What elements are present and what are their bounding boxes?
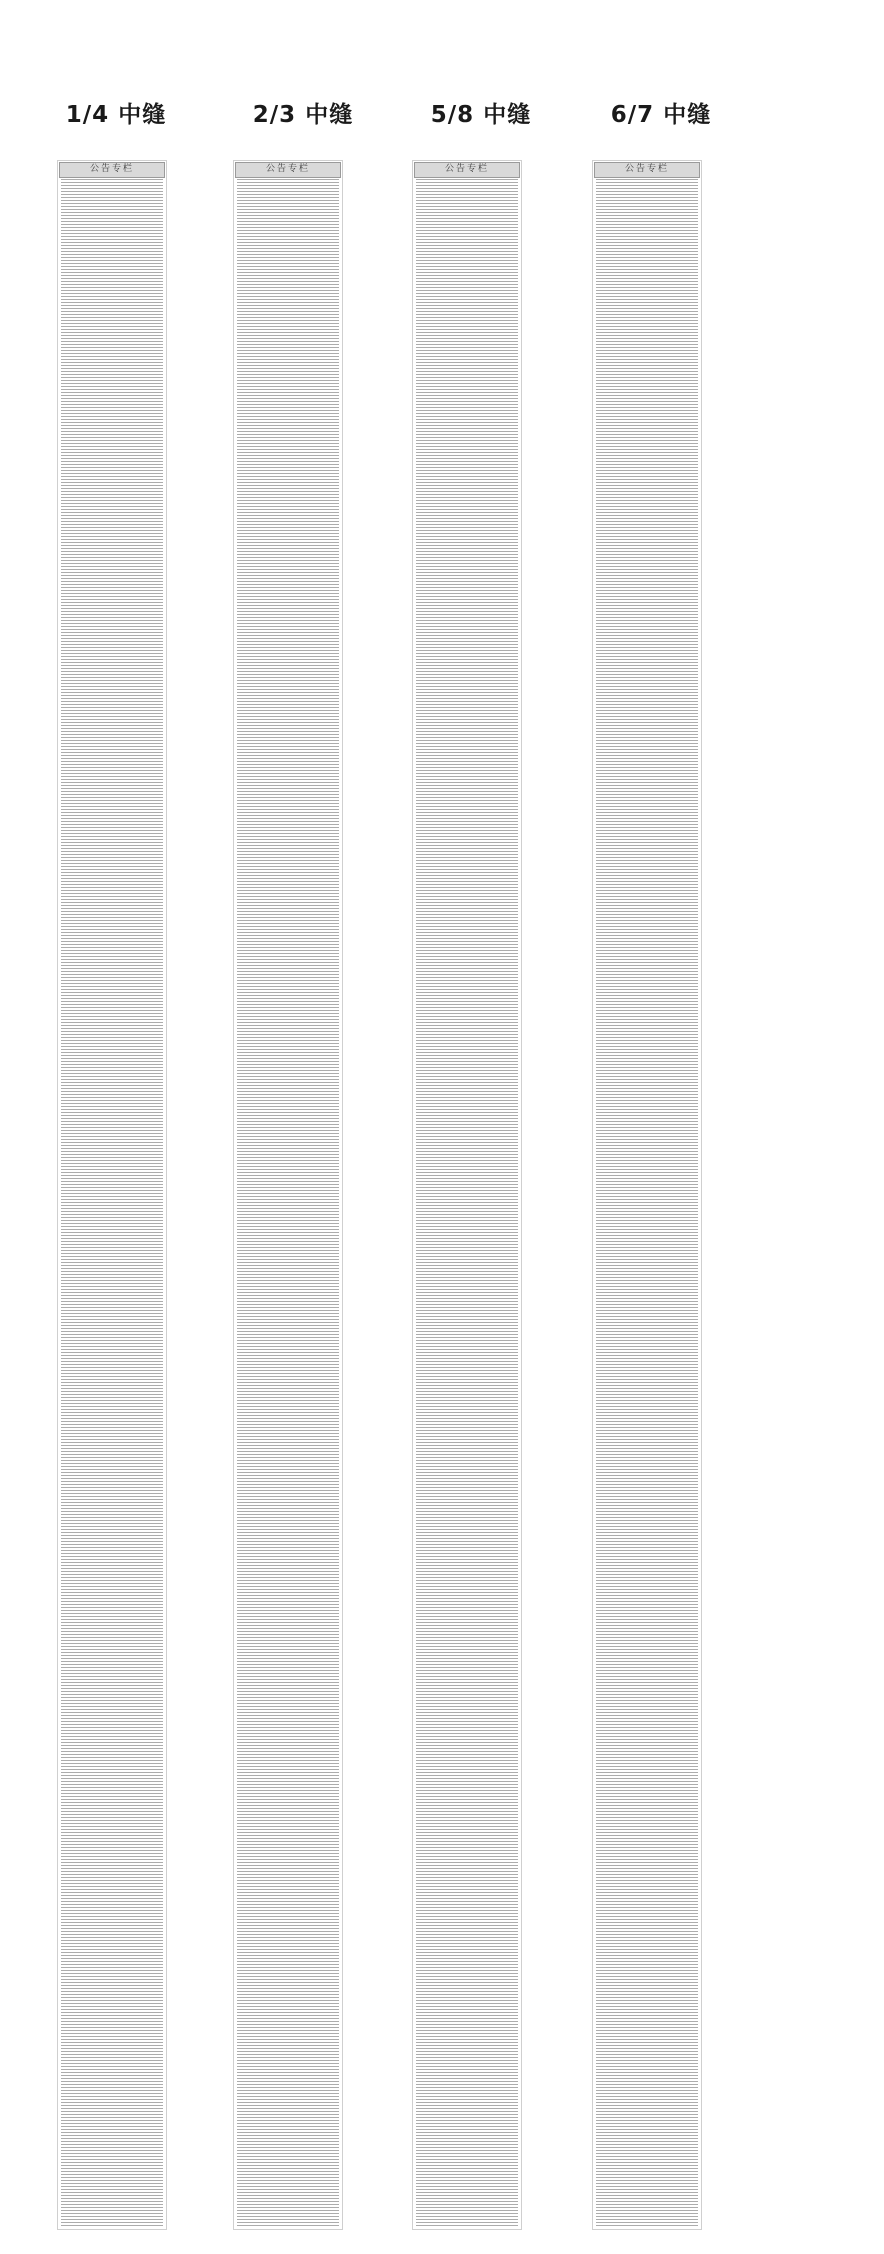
column-4-banner: 公告专栏 xyxy=(594,162,700,178)
notice-column-4 xyxy=(592,160,702,2230)
notice-column-2 xyxy=(233,160,343,2230)
notice-column-1 xyxy=(57,160,167,2230)
column-1-text-block xyxy=(61,179,163,2226)
column-3-heading: 5/8 中缝 xyxy=(430,102,532,128)
column-3-banner: 公告专栏 xyxy=(414,162,520,178)
column-4-text-block xyxy=(596,179,698,2226)
column-1-heading: 1/4 中缝 xyxy=(65,102,167,128)
column-2-banner: 公告专栏 xyxy=(235,162,341,178)
column-2-text-block xyxy=(237,179,339,2226)
column-3-text-block xyxy=(416,179,518,2226)
column-4-heading: 6/7 中缝 xyxy=(610,102,712,128)
notice-column-3 xyxy=(412,160,522,2230)
column-2-heading: 2/3 中缝 xyxy=(252,102,354,128)
column-1-banner: 公告专栏 xyxy=(59,162,165,178)
